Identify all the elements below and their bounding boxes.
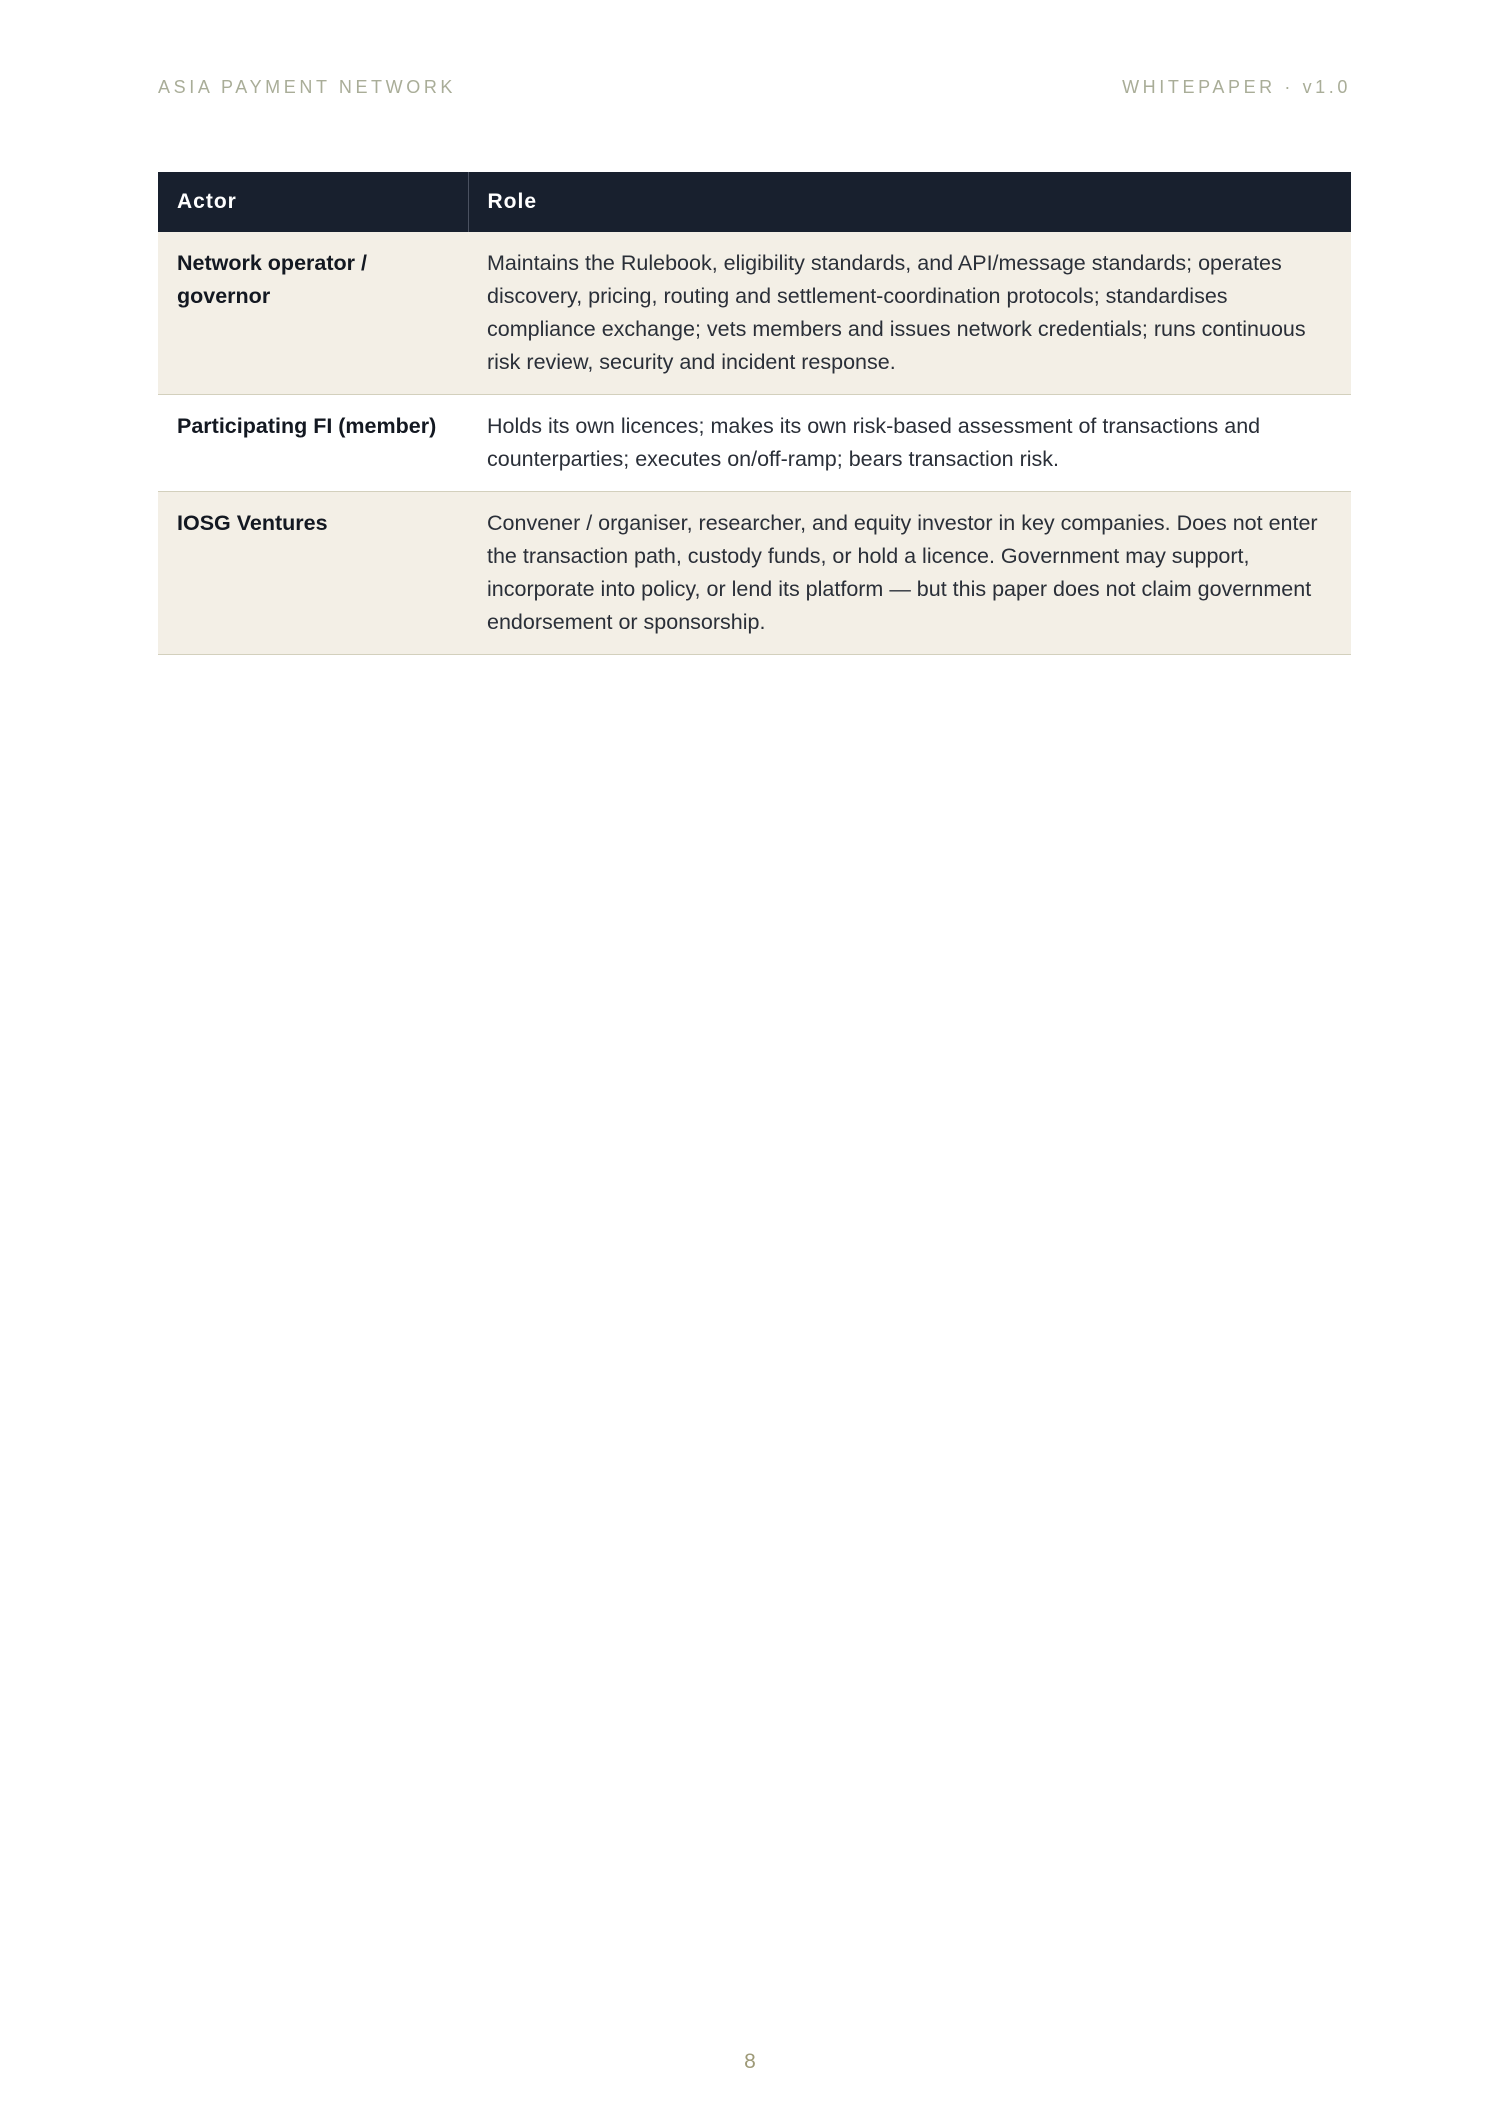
document-version: WHITEPAPER · v1.0 <box>1122 77 1351 97</box>
table-row <box>158 232 1351 395</box>
table-header-row <box>158 172 1351 232</box>
table-row <box>158 492 1351 655</box>
column-header-actor: Actor <box>158 172 468 232</box>
role-cell: Convener / organiser, researcher, and equity investor in key companies. Does not enter the transaction path, custody funds, or hold a licence. Government may support, incorporate into policy, or lend its platform — but this paper does not claim government endorsement or sponsorship. <box>468 492 1351 655</box>
page-number: 8 <box>744 2050 756 2073</box>
role-cell: Holds its own licences; makes its own risk-based assessment of transactions and counterparties; executes on/off-ramp; bears transaction risk. <box>468 395 1351 492</box>
actor-role-table <box>158 172 1351 655</box>
actor-cell: Participating FI (member) <box>158 395 468 492</box>
column-header-role: Role <box>468 172 1351 232</box>
table-row <box>158 395 1351 492</box>
publication-name: ASIA PAYMENT NETWORK <box>158 77 457 97</box>
role-cell: Maintains the Rulebook, eligibility standards, and API/message standards; operates discovery, pricing, routing and settlement-coordination protocols; standardises compliance exchange; vets members and issues network credentials; runs continuous risk review, security and incident response. <box>468 232 1351 395</box>
actor-cell: IOSG Ventures <box>158 492 468 655</box>
actor-cell: Network operator / governor <box>158 232 468 395</box>
running-header <box>158 77 1351 101</box>
